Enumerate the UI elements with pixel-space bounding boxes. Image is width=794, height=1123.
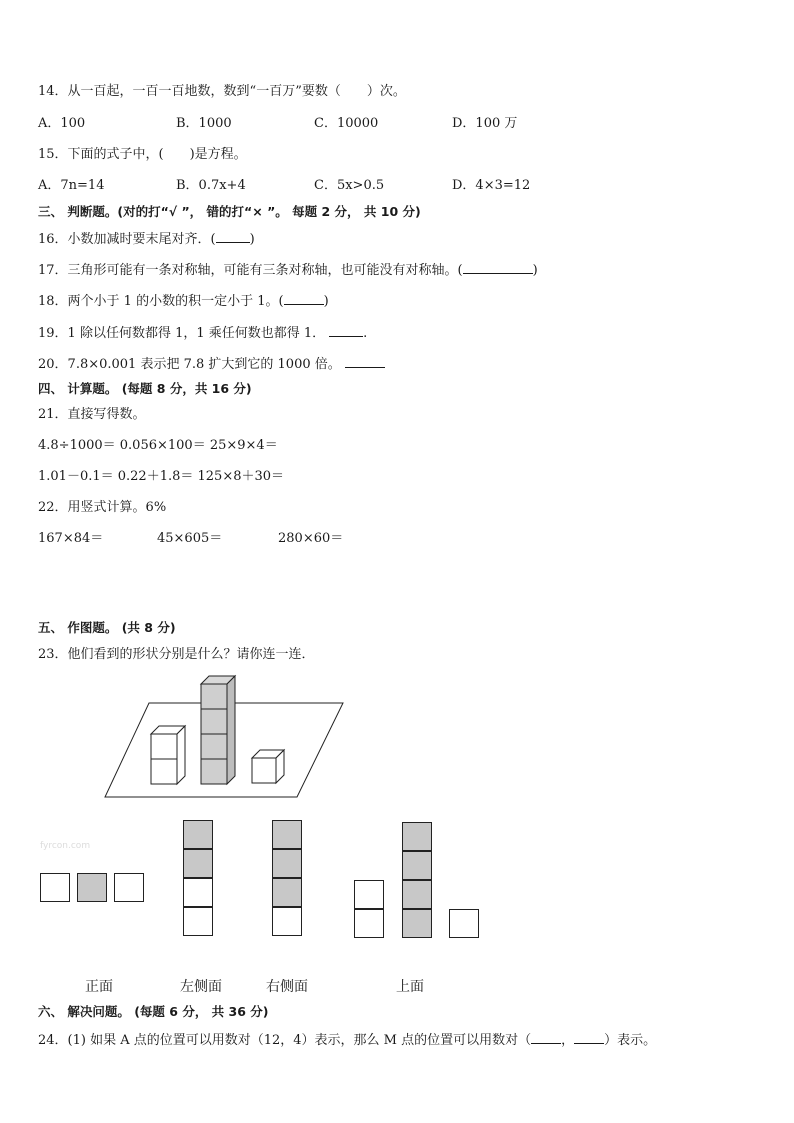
section-3-heading: 三、 判断题。(对的打“√ ”， 错的打“× ”。 每题 2 分， 共 10 分): [38, 204, 421, 219]
q17-text: 17．三角形可能有一条对称轴，可能有三条对称轴，也可能没有对称轴。(: [38, 263, 463, 278]
q23-stem: 23．他们看到的形状分别是什么？请你连一连．: [38, 647, 315, 662]
q22-item-3: 280×60＝: [278, 531, 344, 546]
q17: [38, 261, 538, 279]
q22-item-2: 45×605＝: [157, 531, 223, 546]
q16-answer-blank[interactable]: [216, 230, 250, 243]
q21-row-1: 4.8÷1000＝ 0.056×100＝ 25×9×4＝: [38, 438, 278, 453]
view-d-square[interactable]: [402, 909, 432, 938]
q20-answer-blank[interactable]: [345, 355, 385, 368]
q24-suffix: ）表示。: [604, 1033, 657, 1048]
q14-option-b: B．1000: [176, 116, 232, 131]
q24: [38, 1031, 656, 1049]
base-parallelogram: [105, 703, 343, 797]
q16-text: 16．小数加减时要末尾对齐．(: [38, 232, 216, 247]
q16: [38, 230, 255, 248]
view-d-square[interactable]: [402, 880, 432, 909]
q18-answer-blank[interactable]: [284, 292, 324, 305]
view-c-square[interactable]: [272, 878, 302, 907]
q14-stem: 14．从一百起，一百一百地数，数到“一百万”要数（ ）次。: [38, 84, 406, 99]
caption-left-side: 左侧面: [180, 979, 222, 995]
view-c-square[interactable]: [272, 820, 302, 849]
q14-option-c: C．10000: [314, 116, 379, 131]
watermark: fyrcon.com: [40, 841, 91, 851]
q15-stem: 15．下面的式子中，( )是方程。: [38, 147, 247, 162]
q18-text: 18．两个小于 1 的小数的积一定小于 1。(: [38, 294, 284, 309]
view-b-square[interactable]: [183, 820, 213, 849]
q18: [38, 292, 329, 310]
section-5-heading: 五、 作图题。 (共 8 分): [38, 620, 176, 635]
view-d-square[interactable]: [354, 909, 384, 938]
view-c-square[interactable]: [272, 907, 302, 936]
q18-end: ): [323, 294, 329, 309]
q17-answer-blank[interactable]: [463, 261, 533, 274]
q14-option-d: D．100 万: [452, 116, 518, 131]
q15-option-d: D．4×3=12: [452, 178, 531, 193]
q19-text: 19．1 除以任何数都得 1，1 乘任何数也都得 1．: [38, 326, 326, 341]
left-cube-stack: [151, 726, 185, 784]
q19: [38, 324, 367, 342]
caption-front: 正面: [85, 979, 113, 995]
q21-stem: 21．直接写得数。: [38, 407, 146, 422]
front-view-square[interactable]: [77, 873, 107, 902]
section-6-heading: 六、 解决问题。 (每题 6 分， 共 36 分): [38, 1004, 269, 1019]
q15-option-c: C．5x>0.5: [314, 178, 385, 193]
q15-option-b: B．0.7x+4: [176, 178, 246, 193]
q15-option-a: A．7n=14: [38, 178, 105, 193]
caption-right-side: 右侧面: [266, 979, 308, 995]
view-c-square[interactable]: [272, 849, 302, 878]
q17-end: ): [532, 263, 538, 278]
view-b-square[interactable]: [183, 878, 213, 907]
tall-cube-stack: [201, 676, 235, 784]
q22-item-1: 167×84＝: [38, 531, 104, 546]
view-d-square[interactable]: [402, 822, 432, 851]
q22-stem: 22．用竖式计算。6%: [38, 500, 167, 515]
q24-prefix: 24．(1) 如果 A 点的位置可以用数对（12，4）表示，那么 M 点的位置可以用数对（: [38, 1033, 532, 1048]
view-d-square[interactable]: [449, 909, 479, 938]
view-d-square[interactable]: [354, 880, 384, 909]
q21-row-2: 1.01－0.1＝ 0.22＋1.8＝ 125×8＋30＝: [38, 469, 285, 484]
q24-sep: ，: [561, 1033, 575, 1048]
view-b-square[interactable]: [183, 849, 213, 878]
view-d-square[interactable]: [402, 851, 432, 880]
q19-end: .: [363, 326, 368, 341]
q24-blank-2[interactable]: [574, 1031, 604, 1044]
view-b-square[interactable]: [183, 907, 213, 936]
q24-blank-1[interactable]: [531, 1031, 561, 1044]
front-view-square[interactable]: [40, 873, 70, 902]
single-cube: [252, 750, 284, 783]
q16-end: ): [249, 232, 255, 247]
q19-answer-blank[interactable]: [329, 324, 363, 337]
caption-top: 上面: [396, 979, 424, 995]
q20-text: 20．7.8×0.001 表示把 7.8 扩大到它的 1000 倍。: [38, 357, 341, 372]
front-view-square[interactable]: [114, 873, 144, 902]
section-4-heading: 四、 计算题。 (每题 8 分，共 16 分): [38, 381, 252, 396]
q14-option-a: A．100: [38, 116, 86, 131]
q20: [38, 355, 385, 373]
